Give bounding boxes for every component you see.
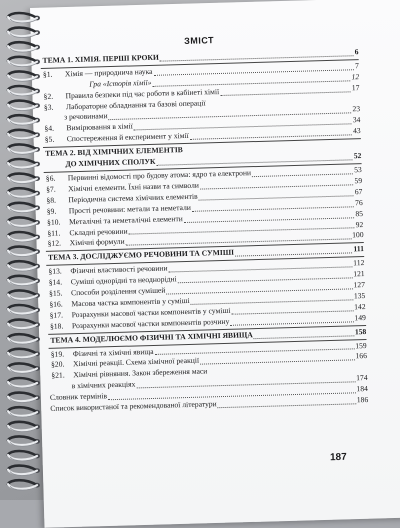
binding-ring	[8, 101, 40, 111]
toc-entry-number: §9.	[46, 206, 57, 216]
toc-entry-number: §3.	[43, 102, 54, 112]
toc-entry-text: Хімія — природнича наука	[64, 66, 153, 79]
toc-entry-text: ТЕМА 1. ХІМІЯ. ПЕРШІ КРОКИ	[42, 52, 159, 65]
toc-entry-text: Хімічні елементи. Їхні назви та символи	[68, 180, 199, 194]
toc-entry-page: 6	[354, 47, 359, 57]
binding-ring	[8, 276, 40, 286]
binding-ring	[8, 57, 40, 67]
binding-ring	[8, 290, 40, 300]
toc-entry-text: Складні речовини	[69, 226, 128, 237]
binding-ring	[8, 393, 40, 403]
toc-entry-page: 43	[352, 126, 361, 136]
toc-entry-text: в хімічних реакціях	[71, 379, 136, 391]
binding-ring	[8, 349, 40, 359]
toc-entry-text: Вимірювання в хімії	[66, 121, 133, 133]
toc-entry-text: Прості речовини: метали та неметали	[68, 202, 191, 215]
binding-ring	[8, 144, 40, 154]
toc-entry-number: §4.	[44, 123, 55, 134]
table-of-contents	[40, 31, 368, 415]
toc-entry-page: 17	[351, 82, 360, 92]
toc-entry-text: Хімічні формули	[69, 237, 125, 248]
binding-ring	[8, 42, 40, 52]
toc-entry-text: Лабораторне обладнання та базові операції	[65, 97, 206, 111]
toc-entry-page: 121	[353, 269, 365, 279]
toc-entry-page: 59	[354, 175, 363, 186]
toc-entry-text: Суміші однорідні та неоднорідні	[70, 274, 177, 287]
toc-entry-page: 112	[353, 258, 365, 268]
dot-leader	[254, 334, 354, 339]
binding-ring	[8, 378, 40, 388]
toc-entry-number: §7.	[46, 184, 56, 194]
toc-entry-text: Масова частка компонентів у суміші	[71, 295, 190, 309]
binding-ring	[8, 130, 40, 140]
toc-entry-text: ТЕМА 2. ВІД ХІМІЧНИХ ЕЛЕМЕНТІВ	[45, 145, 183, 159]
toc-entry-text: Періодична система хімічних елементів	[68, 191, 198, 205]
toc-entry-page: 111	[353, 244, 365, 254]
binding-ring	[8, 203, 40, 213]
toc-entry-number: §18.	[49, 321, 64, 331]
toc-entry-page: 159	[355, 340, 367, 350]
toc-entry-page: 142	[354, 301, 366, 312]
toc-entry-text: ТЕМА 3. ДОСЛІДЖУЄМО РЕЧОВИНИ ТА СУМІШІ	[47, 247, 235, 263]
binding-ring	[8, 232, 40, 242]
toc-entry-text: Фізичні властивості речовини	[70, 263, 168, 276]
binding-ring	[8, 115, 40, 125]
toc-entry-text: Хімічні реакції. Схема хімічної реакції	[72, 356, 200, 369]
toc-entry-text: Гра «Історія хімії»	[89, 77, 152, 89]
toc-entry-page: 135	[353, 290, 366, 301]
toc-entry-number: §12.	[47, 238, 62, 249]
binding-ring	[8, 159, 40, 169]
binding-ring	[8, 480, 40, 490]
binding-ring	[8, 71, 40, 81]
toc-entry-number: §8.	[46, 195, 57, 205]
toc-list	[40, 47, 368, 415]
toc-entry-page: 184	[356, 384, 368, 394]
toc-entry-number: §15.	[48, 288, 63, 298]
binding-ring	[8, 466, 40, 476]
toc-entry-page: 85	[355, 208, 364, 218]
toc-entry-number: §17.	[49, 310, 64, 320]
toc-entry-number: §2.	[43, 91, 54, 101]
toc-entry-page: 158	[354, 326, 367, 336]
toc-entry-text: Фізичні та хімічні явища	[72, 346, 154, 358]
toc-entry-text: Розрахунки масової частки компонентів розчину	[71, 316, 230, 330]
toc-entry-text: Металічні та неметалічні елементи	[68, 213, 183, 226]
binding-ring	[8, 305, 40, 315]
binding-ring	[8, 334, 40, 344]
toc-entry-number: §19.	[50, 349, 65, 359]
binding-ring	[8, 363, 40, 373]
toc-entry-page: 52	[353, 151, 362, 161]
toc-entry-number: §10.	[46, 217, 61, 227]
toc-entry-page: 53	[354, 165, 362, 175]
toc-entry-text: Список використаної та рекомендованої літератури	[50, 399, 217, 413]
binding-ring	[8, 451, 40, 461]
toc-entry-page: 149	[354, 312, 366, 323]
toc-entry-page: 174	[356, 373, 368, 383]
toc-entry-page: 186	[356, 395, 369, 405]
binding-ring	[8, 13, 40, 23]
binding-ring	[8, 188, 40, 198]
toc-entry-page: 7	[354, 60, 359, 71]
toc-entry-page: 100	[352, 230, 364, 240]
toc-entry-page: 127	[353, 280, 366, 290]
binding-ring	[8, 261, 40, 271]
toc-entry-page: 23	[352, 104, 361, 114]
toc-entry-number: §21.	[51, 370, 65, 381]
toc-entry-text: Способи розділення сумішей	[70, 285, 166, 298]
toc-entry-page: 12	[351, 71, 360, 82]
binding-ring	[8, 217, 40, 227]
toc-entry-text: Розрахунки масової частки компонентів у суміші	[71, 305, 231, 320]
toc-entry-number: §11.	[47, 228, 61, 238]
toc-entry-text: Хімічні рівняння. Закон збереження маси	[73, 366, 208, 380]
toc-title: ЗМІСТ	[183, 35, 215, 46]
binding-ring	[8, 28, 40, 38]
page-number: 187	[329, 451, 347, 464]
binding-ring	[8, 86, 40, 96]
toc-entry-number: §20.	[50, 359, 65, 370]
toc-entry-number: §1.	[42, 69, 53, 79]
toc-entry-page: 34	[352, 115, 361, 125]
toc-entry-text: Правила безпеки під час роботи в кабінеті хімії	[65, 86, 220, 100]
binding-ring	[8, 247, 40, 257]
toc-entry-text: Словник термінів	[49, 391, 108, 403]
binding-ring	[8, 407, 40, 417]
binding-ring	[8, 436, 40, 446]
toc-entry-number: §14.	[48, 277, 63, 287]
toc-entry-page: 67	[354, 186, 363, 197]
toc-entry-text: ТЕМА 4. МОДЕЛЮЄМО ФІЗИЧНІ ТА ХІМІЧНІ ЯВИЩА	[50, 329, 253, 345]
toc-entry-number: §13.	[48, 266, 62, 277]
toc-entry-page: 76	[354, 197, 363, 207]
toc-entry-page: 166	[355, 351, 368, 361]
binding-ring	[8, 174, 40, 184]
toc-entry-number: §6.	[45, 173, 56, 183]
binding-ring	[8, 422, 40, 432]
toc-entry-text: з речовинами	[64, 111, 108, 122]
toc-entry-number: §16.	[49, 299, 63, 309]
toc-entry-text: ДО ХІМІЧНИХ СПОЛУК	[65, 156, 156, 169]
toc-entry-number: §5.	[44, 134, 55, 145]
toc-entry-text: Первинні відомості про будову атома: ядро та електрони	[67, 168, 252, 183]
toc-entry-text: Спостереження й експеримент у хімії	[66, 131, 189, 144]
toc-entry-page: 92	[355, 219, 364, 229]
binding-ring	[8, 320, 40, 330]
